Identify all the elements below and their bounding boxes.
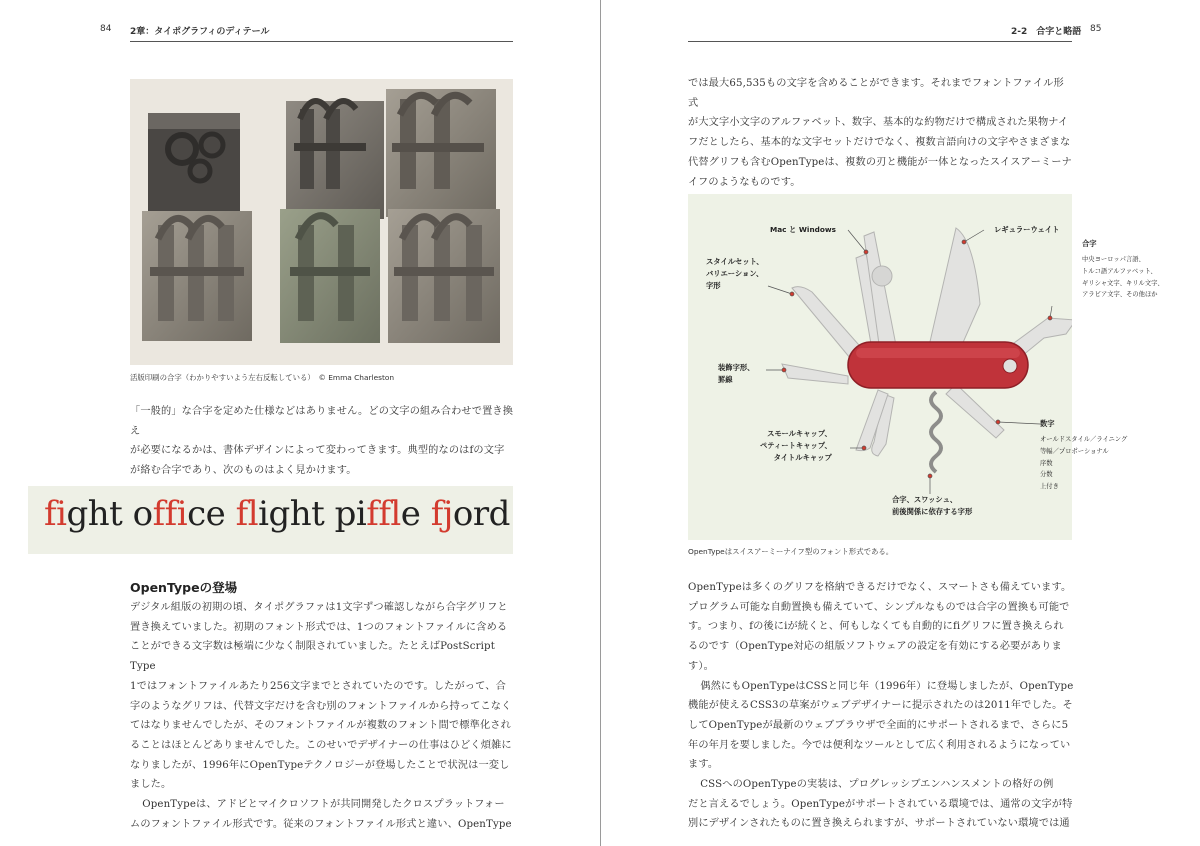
figures-detail: 上付き [1040,483,1059,491]
ligature-word: fjord [430,494,510,534]
figure-caption: OpenTypeはスイスアーミーナイフ型のフォント形式である。 [688,547,894,556]
text-line: では最大65,535もの文字を含めることができます。それまでフォントファイル形式 [688,78,1064,109]
text-line: が大文字小文字のアルファベット、数字、基本的な約物だけで構成された果物ナイ [688,117,1069,129]
type-block [286,101,384,219]
text-line: 年の年月を要しました。今では便利なツールとして広く利用されるようになってい [688,739,1071,751]
text-line: ました。 [130,779,172,791]
label-figures-heading: 数字 [1040,419,1055,428]
screwdriver [946,384,1004,438]
label-swashes: 合字、スワッシュ、 前後関係に依存する字形 [892,495,973,516]
page-number-left: 84 [100,24,112,34]
text-line: ることはほとんどありませんでした。このせいでデザイナーの仕事はひどく煩雑に [130,739,512,751]
type-block [148,113,240,217]
text-line: フだとしたら、基本的な文字セットだけでなく、複数言語向けの文字やさまざまな [688,137,1071,149]
figures-detail: 序数 [1040,459,1053,467]
header-rule-left [130,41,513,42]
text-line: す。つまり、fの後にiが続くと、何もしなくても自動的にfiグリフに置き換えられ [688,621,1064,633]
section-heading-opentype: OpenTypeの登場 [130,580,238,595]
label-small-caps: スモールキャップ、 ペティートキャップ、 タイトルキャップ [760,429,832,462]
figures-detail: 等幅／プロポーショナル [1040,447,1109,455]
intro-paragraph-right [688,74,1074,192]
type-block [386,89,496,217]
ligature-detail: ギリシャ文字、キリル文字、 [1082,279,1164,287]
text-line: が必要になるかは、書体デザインによって変わってきます。典型的なのはfの文字 [130,445,505,457]
text-line: CSSへのOpenTypeの実装は、プログレッシブエンハンスメントの格好の例 [700,779,1054,791]
body-text-left [130,598,515,834]
swiss-army-knife-diagram [688,194,1164,540]
running-header-chapter: 2章：タイポグラフィのディテール [130,27,270,37]
type-block [280,209,380,343]
type-block [142,211,252,341]
text-line: 別にデザインされたものに置き換えられますが、サポートされていない環境では通 [688,818,1070,830]
running-header-section: 2-2 合字と略語 [1011,27,1082,37]
book-gutter [600,0,601,846]
text-line: デジタル組版の初期の頃、タイポグラファは1文字ずつ確認しながら合字グリフと [130,602,508,613]
label-ornaments: 装飾字形、 罫線 [718,363,755,384]
text-line: るのです（OpenType対応の組版ソフトウェアの設定を有効にする必要があります）。 [688,641,1062,672]
ligature-detail: トルコ語アルファベット、 [1082,267,1157,275]
text-line: 字のようなグリフは、代替文字だけを含む別のフォントファイルから持ってこなく [130,700,512,712]
body-text-right [688,578,1074,834]
text-line: 置き換えていました。初期のフォント形式では、1つのフォントファイルに含める [130,621,508,633]
page-number-right: 85 [1090,24,1102,34]
text-line: だと言えるでしょう。OpenTypeがサポートされている環境では、通常の文字が特 [688,798,1073,810]
text-line: ことができる文字数は極端に少なく制限されていました。たとえばPostScript Type [130,641,495,673]
ligature-sample-text [44,494,510,534]
label-ligature-heading: 合字 [1082,239,1097,248]
label-style-sets: スタイルセット、 バリエーション、 字形 [706,257,764,290]
text-line: 代替グリフも含むOpenTypeは、複数の刃と機能が一体となったスイスアーミーナ [688,156,1072,168]
ligature-detail-list [1082,254,1164,301]
text-line: ます。 [688,759,719,771]
type-block [388,209,500,343]
figures-detail: オールドスタイル／ライニング [1040,436,1128,443]
text-line: イフのようなものです。 [688,176,801,188]
ligature-word: flight [235,494,325,534]
letterpress-ligature-photo [130,79,513,365]
text-line: てはなりませんでしたが、そのフォントファイルが複数のフォント間で標準化され [130,720,511,732]
text-line: プログラム可能な自動置換も備えていて、シンプルなものでは合字の置換も可能で [688,601,1070,613]
corkscrew [931,392,941,472]
photo-caption: 活版印刷の合字（わかりやすいよう左右反転している） © Emma Charleston [130,373,395,382]
ligature-word: fight [44,494,123,534]
intro-paragraph-left [130,402,515,481]
text-line: が絡む合字であり、次のものはよく見かけます。 [130,465,357,477]
header-rule-right [688,41,1072,42]
text-line: 1ではフォントファイルあたり256文字までとされていたのです。したがって、合 [130,680,506,692]
ligature-word: piffle [334,494,421,534]
text-line: ムのフォントファイル形式です。従来のフォントファイル形式と違い、OpenType [130,818,512,830]
figures-detail: 分数 [1040,471,1053,479]
label-mac-windows: Mac と Windows [770,225,836,234]
awl [782,364,848,384]
text-line: してOpenTypeが最新のウェブブラウザで全面的にサポートされるまで、さらに5 [688,719,1069,731]
ligature-detail: アラビア文字、その他ほか [1082,291,1158,299]
ligature-detail: 中央ヨーロッパ言語、 [1082,256,1145,263]
text-line: 機能が使えるCSS3の草案がウェブデザイナーに提示されたのは2011年でした。そ [688,700,1073,712]
text-line: 偶然にもOpenTypeはCSSと同じ年（1996年）に登場しましたが、OpenType [700,680,1074,692]
text-line: OpenTypeは、アドビとマイクロソフトが共同開発したクロスプラットフォー [142,799,505,811]
text-line: OpenTypeは多くのグリフを格納できるだけでなく、スマートさも備えています。 [688,582,1072,593]
ligature-word: office [132,494,226,534]
figures-detail-list [1040,434,1127,493]
label-regular-weight: レギュラーウェイト [994,225,1060,234]
text-line: なりましたが、1996年にOpenTypeテクノロジーが登場したことで状況は一変し [130,759,510,771]
ligature-sample-panel [28,486,513,554]
text-line: 「一般的」な合字を定めた仕様などはありません。どの文字の組み合わせで置き換え [130,406,514,437]
